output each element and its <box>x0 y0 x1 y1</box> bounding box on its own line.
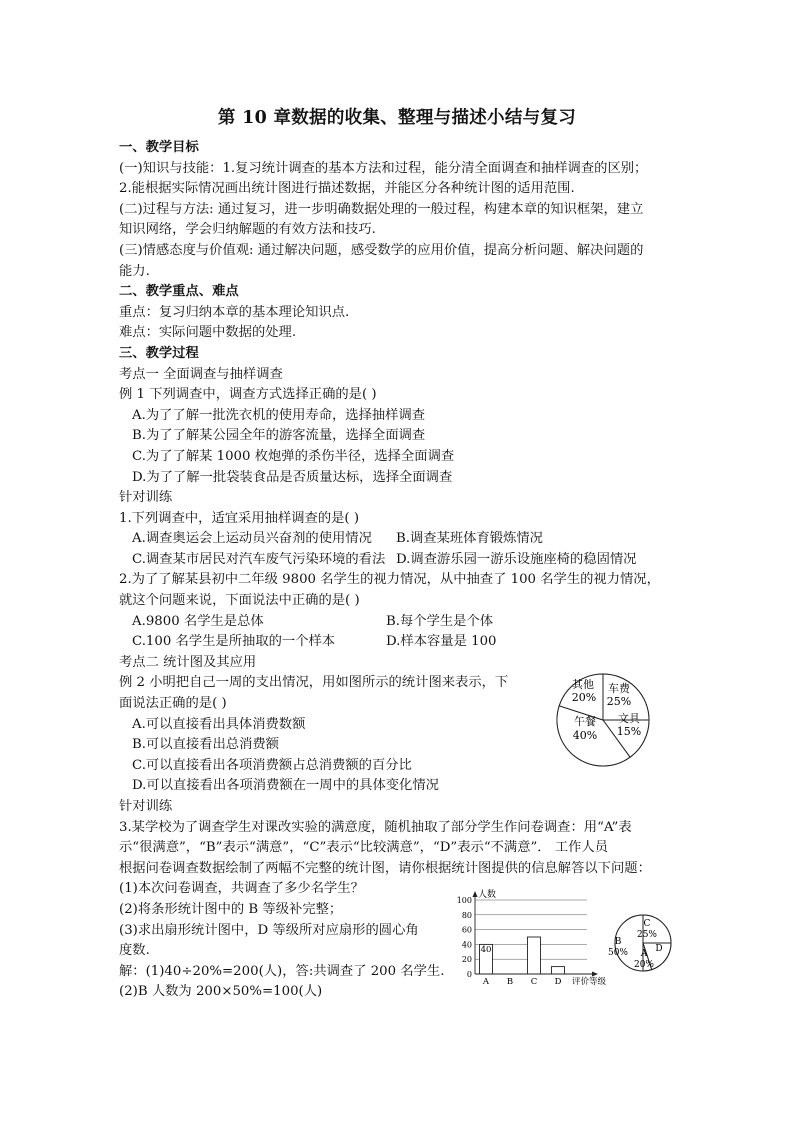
x-tick-labels <box>482 977 562 987</box>
y-tick-label: 80 <box>461 910 472 920</box>
survey-pie-chart <box>608 915 671 971</box>
survey-bar-chart <box>457 888 607 987</box>
section-heading-key-points: 二、教学重点、难点 <box>119 284 239 300</box>
option-row <box>119 612 689 633</box>
expense-pie-chart <box>553 670 653 770</box>
survey-charts <box>455 882 683 990</box>
exercise-question: 示“很满意”，“B”表示“满意”，“C”表示“比较满意”，“D”表示“不满意”． 工作人员 <box>119 840 609 856</box>
option-c: C.调查某市居民对汽车废气污染环境的看法 <box>132 551 386 567</box>
y-tick-label: 100 <box>456 896 472 905</box>
option-c: C.可以直接看出各项消费额占总消费额的百分比 <box>132 757 412 773</box>
pie2-label-d: D <box>655 944 663 954</box>
paragraph-line: 知识网络，学会归纳解题的有效方法和技巧. <box>119 222 376 238</box>
paragraph-line: 2.能根据实际情况画出统计图进行描述数据，并能区分各种统计图的适用范围. <box>119 181 575 197</box>
x-axis-label: 评价等级 <box>572 977 607 987</box>
section-heading-goals: 一、教学目标 <box>119 140 199 155</box>
sub-question: 度数. <box>119 943 150 959</box>
pie-value-other: 20% <box>571 691 597 704</box>
page-title: 第 10 章数据的收集、整理与描述小结与复习 <box>217 108 577 128</box>
y-tick-label: 40 <box>461 940 472 950</box>
section-heading-process: 三、教学过程 <box>119 345 199 361</box>
exercise-question: 3.某学校为了调查学生对课改实验的满意度，随机抽取了部分学生作问卷调查：用“A”表 <box>119 819 632 835</box>
pie2-label-a: A <box>640 949 648 959</box>
example-question: 面说法正确的是( ) <box>119 696 227 712</box>
bar-C <box>528 937 541 974</box>
option-b: B.每个学生是个体 <box>386 613 494 629</box>
pie-value-fare: 25% <box>606 695 632 708</box>
x-tick-label-B: B <box>506 977 514 987</box>
topic-heading: 考点一 全面调查与抽样调查 <box>119 366 283 382</box>
option-b: B.为了了解某公园全年的游客流量，选择全面调查 <box>132 428 426 444</box>
sub-question: (1)本次问卷调查，共调查了多少名学生？ <box>119 881 364 897</box>
option-a: A.调查奥运会上运动员兴奋剂的使用情况 <box>132 531 372 547</box>
bars <box>480 937 565 974</box>
exercise-question: 1.下列调查中，适宜采用抽样调查的是( ) <box>119 510 360 526</box>
option-b: B.可以直接看出总消费额 <box>132 737 279 753</box>
option-b: B.调查某班体育锻炼情况 <box>396 531 543 547</box>
paragraph-line: 能力. <box>119 263 150 279</box>
option-d: D.为了了解一批袋装食品是否质量达标，选择全面调查 <box>132 469 453 485</box>
option-c: C.为了了解某 1000 枚炮弹的杀伤半径，选择全面调查 <box>132 448 455 464</box>
document-body <box>119 138 689 1003</box>
option-d: D.可以直接看出各项消费额在一周中的具体变化情况 <box>132 778 439 794</box>
bar-data-label-a: 40 <box>480 945 492 955</box>
training-heading: 针对训练 <box>119 490 173 506</box>
exercise-question: 就这个问题来说，下面说法中正确的是( ) <box>119 593 360 609</box>
pie2-value-c: 25% <box>636 930 658 940</box>
y-tick-label: 60 <box>461 925 472 935</box>
pie-label-other: 其他 <box>572 678 594 691</box>
y-tick-label: 20 <box>461 955 472 965</box>
paragraph-line: 难点：实际问题中数据的处理. <box>119 325 297 341</box>
option-a: A.9800 名学生是总体 <box>132 613 264 629</box>
example-question: 例 1 下列调查中，调查方式选择正确的是( ) <box>119 387 377 403</box>
option-d: D.样本容量是 100 <box>386 634 497 650</box>
x-tick-label-C: C <box>530 977 538 987</box>
y-tick-label: 0 <box>466 970 472 979</box>
y-axis-label: 人数 <box>478 890 497 900</box>
pie2-label-c: C <box>643 919 651 929</box>
sub-question: (2)将条形统计图中的 B 等级补完整； <box>119 901 343 917</box>
x-axis-arrow <box>592 972 598 977</box>
pie2-label-b: B <box>614 937 622 947</box>
example-question: 例 2 小明把自己一周的支出情况，用如图所示的统计图来表示，下 <box>119 675 509 691</box>
option-row <box>119 550 689 571</box>
solution-line: 解：(1)40÷20%=200(人)，答:共调查了 200 名学生. <box>119 963 445 979</box>
option-d: D.调查游乐园一游乐设施座椅的稳固情况 <box>396 551 637 567</box>
option-c: C.100 名学生是所抽取的一个样本 <box>132 634 336 650</box>
pie2-value-b: 50% <box>607 948 629 958</box>
pie-value-stationery: 15% <box>616 725 642 738</box>
sub-question: (3)求出扇形统计图中，D 等级所对应扇形的圆心角 <box>119 922 419 938</box>
pie-label-lunch: 午餐 <box>574 715 596 728</box>
paragraph-line: (三)情感态度与价值观: 通过解决问题，感受数学的应用价值，提高分析问题、解决问题的 <box>119 242 644 258</box>
pie-label-stationery: 文具 <box>618 712 640 725</box>
training-heading: 针对训练 <box>119 799 173 814</box>
topic-heading: 考点二 统计图及其应用 <box>119 654 257 670</box>
paragraph-line: (二)过程与方法: 通过复习，进一步明确数据处理的一般过程，构建本章的知识框架，建立 <box>119 201 644 217</box>
x-tick-label-D: D <box>554 977 562 987</box>
pie2-value-a: 20% <box>633 960 655 970</box>
solution-line: (2)B 人数为 200×50%=100(人) <box>119 984 323 1000</box>
option-row <box>119 529 689 550</box>
exercise-question: 根据问卷调查数据绘制了两幅不完整的统计图，请你根据统计图提供的信息解答以下问题： <box>119 860 651 876</box>
paragraph-line: (一)知识与技能：1.复习统计调查的基本方法和过程，能分清全面调查和抽样调查的区别； <box>119 160 648 176</box>
pie-value-lunch: 40% <box>572 729 598 742</box>
option-a: A.为了了解一批洗衣机的使用寿命，选择抽样调查 <box>132 407 426 423</box>
y-tick-labels <box>457 896 472 979</box>
y-axis-arrow <box>473 891 478 897</box>
option-a: A.可以直接看出具体消费数额 <box>132 716 306 732</box>
bar-D <box>552 967 565 974</box>
exercise-question: 2.为了了解某县初中二年级 9800 名学生的视力情况，从中抽查了 100 名学生的视力情况， <box>119 572 660 588</box>
option-row <box>119 632 689 653</box>
paragraph-line: 重点：复习归纳本章的基本理论知识点. <box>119 304 350 320</box>
x-tick-label-A: A <box>482 977 490 987</box>
pie-label-fare: 车费 <box>608 682 630 695</box>
